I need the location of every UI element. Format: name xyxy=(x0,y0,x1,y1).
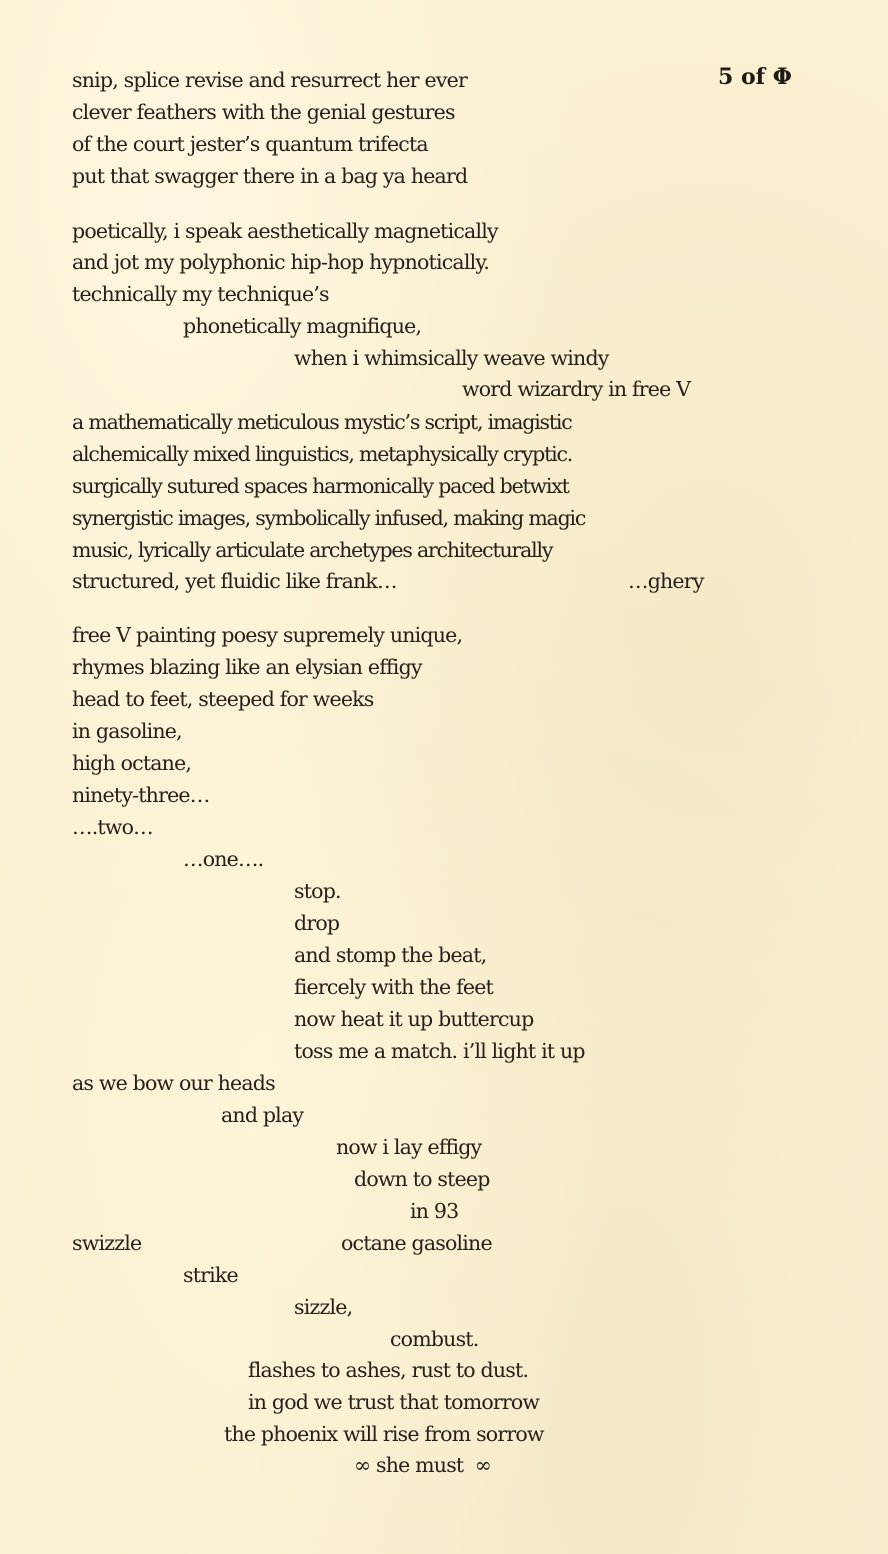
poem-line: now heat it up buttercup xyxy=(294,1007,534,1031)
poem-line: high octane, xyxy=(72,751,192,775)
poem-line: ninety-three… xyxy=(72,783,210,807)
poem-line: put that swagger there in a bag ya heard xyxy=(72,164,468,188)
poem-line: head to feet, steeped for weeks xyxy=(72,687,374,711)
poem-line: of the court jester’s quantum trifecta xyxy=(72,132,428,156)
poem-line: ∞ she must ∞ xyxy=(354,1453,492,1477)
poem-line: in 93 xyxy=(410,1199,459,1223)
poem-line: …ghery xyxy=(628,569,704,593)
poem-line: as we bow our heads xyxy=(72,1071,275,1095)
poem-line: the phoenix will rise from sorrow xyxy=(224,1422,544,1446)
poem-line: rhymes blazing like an elysian effigy xyxy=(72,655,422,679)
poem-line: fiercely with the feet xyxy=(294,975,493,999)
poem-line: combust. xyxy=(390,1327,479,1351)
poem-line: a mathematically meticulous mystic’s script, imagistic xyxy=(72,410,572,434)
page-number: 5 of Φ xyxy=(718,64,792,90)
poem-line: surgically sutured spaces harmonically paced betwixt xyxy=(72,474,569,498)
poem-line: and stomp the beat, xyxy=(294,943,487,967)
poem-line: technically my technique’s xyxy=(72,282,329,306)
poem-line: now i lay effigy xyxy=(336,1135,482,1159)
poem-line: swizzle xyxy=(72,1231,142,1255)
poem-line: in god we trust that tomorrow xyxy=(248,1390,540,1414)
poem-line: word wizardry in free V xyxy=(462,377,691,401)
poem-line: ….two… xyxy=(72,815,153,839)
poem-line: …one…. xyxy=(183,847,264,871)
poem-line: synergistic images, symbolically infused, making magic xyxy=(72,506,586,530)
poem-line: sizzle, xyxy=(294,1295,353,1319)
poem-line: free V painting poesy supremely unique, xyxy=(72,623,463,647)
poem-line: when i whimsically weave windy xyxy=(294,346,609,370)
poem-line: snip, splice revise and resurrect her ever xyxy=(72,68,467,92)
poem-line: phonetically magnifique, xyxy=(183,314,422,338)
poem-line: strike xyxy=(183,1263,238,1287)
poem-line: stop. xyxy=(294,879,341,903)
poem-line: and play xyxy=(221,1103,304,1127)
poem-line: toss me a match. i’ll light it up xyxy=(294,1039,585,1063)
poem-line: music, lyrically articulate archetypes architecturally xyxy=(72,538,553,562)
poem-line: structured, yet fluidic like frank… xyxy=(72,569,397,593)
poem-line: alchemically mixed linguistics, metaphysically cryptic. xyxy=(72,442,573,466)
poem-line: in gasoline, xyxy=(72,719,182,743)
poem-line: and jot my polyphonic hip-hop hypnotically. xyxy=(72,250,490,274)
poem-line: flashes to ashes, rust to dust. xyxy=(248,1358,529,1382)
poem-line: down to steep xyxy=(354,1167,490,1191)
poem-line: poetically, i speak aesthetically magnetically xyxy=(72,219,498,243)
poem-line: drop xyxy=(294,911,340,935)
poem-line: octane gasoline xyxy=(341,1231,492,1255)
poem-line: clever feathers with the genial gestures xyxy=(72,100,455,124)
